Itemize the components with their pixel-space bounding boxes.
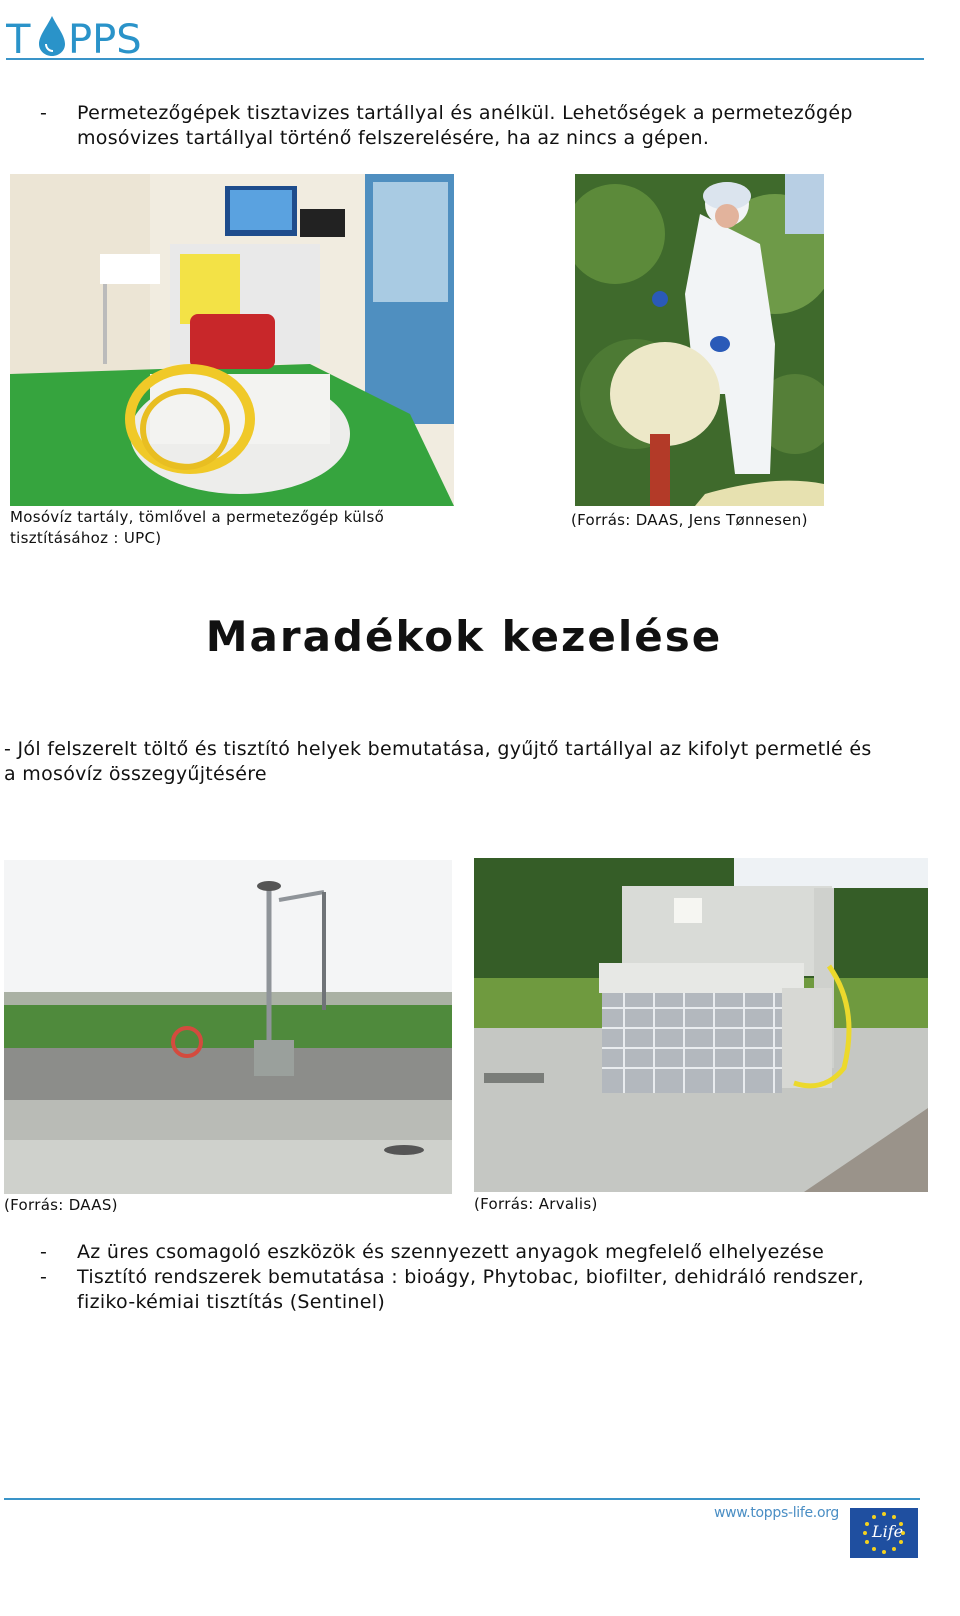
section-line-1: - Jól felszerelt töltő és tisztító helyek bemutatása, gyűjtő tartállyal az kifolyt permetlé és: [4, 738, 872, 760]
section-title: Maradékok kezelése: [205, 612, 723, 661]
photo-washing-station-arvalis: [474, 858, 928, 1192]
photo-washwater-tank: [10, 174, 454, 506]
header-rule: [6, 58, 924, 60]
topps-logo-graphic: [6, 8, 156, 58]
topps-logo: [6, 8, 156, 58]
svg-text:PPS: PPS: [68, 17, 142, 58]
bullet-2-text-line-2: fiziko-kémiai tisztítás (Sentinel): [77, 1291, 386, 1313]
section-line-2: a mosóvíz összegyűjtésére: [4, 763, 267, 785]
photo-worker-protective-suit: [575, 174, 824, 506]
footer-rule: [4, 1498, 920, 1500]
caption-washwater-tank-line-1: Mosóvíz tartály, tömlővel a permetezőgép külső: [10, 508, 385, 526]
caption-washing-station-source: (Forrás: Arvalis): [474, 1195, 598, 1213]
caption-filling-station-source: (Forrás: DAAS): [4, 1196, 118, 1214]
bullet-2-dash: -: [40, 1266, 48, 1288]
eu-life-logo: [850, 1508, 918, 1558]
caption-worker-source: (Forrás: DAAS, Jens Tønnesen): [571, 511, 808, 529]
intro-line-2: mosóvizes tartállyal történő felszerelésére, ha az nincs a gépen.: [77, 127, 710, 149]
svg-text:T: T: [6, 17, 31, 58]
header: [0, 0, 960, 64]
bullet-2-text-line-1: Tisztító rendszerek bemutatása : bioágy, Phytobac, biofilter, dehidráló rendszer,: [77, 1266, 865, 1288]
intro-bullet-dash: -: [40, 102, 48, 124]
intro-line-1: Permetezőgépek tisztavizes tartállyal és anélkül. Lehetőségek a permetezőgép: [77, 102, 853, 124]
photo-filling-station-field: [4, 860, 452, 1194]
bullet-1-text: Az üres csomagoló eszközök és szennyezett anyagok megfelelő elhelyezése: [77, 1241, 825, 1263]
bullet-1-dash: -: [40, 1241, 48, 1263]
eu-life-logo-text: Life: [872, 1522, 904, 1541]
caption-washwater-tank-line-2: tisztításához : UPC): [10, 529, 162, 547]
footer-url[interactable]: www.topps-life.org: [714, 1505, 840, 1521]
